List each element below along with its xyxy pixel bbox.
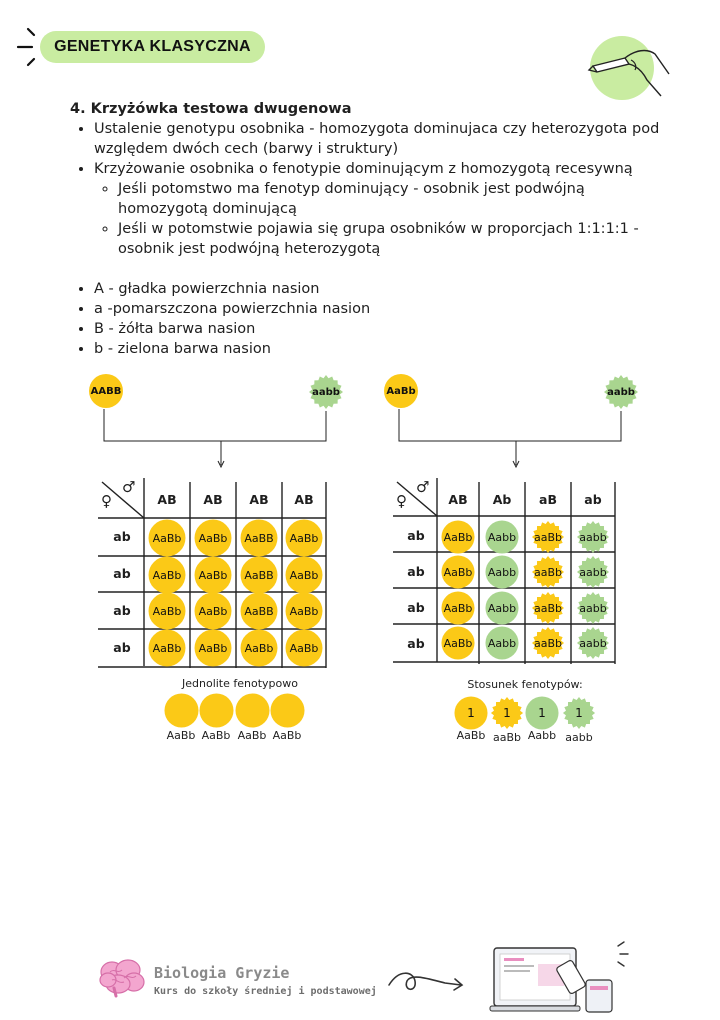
row-header: ab: [407, 528, 425, 543]
smooth-yellow-seed: [194, 592, 232, 630]
sub-bullet-item: ◦ Jeśli potomstwo ma fenotyp dominujący - osobnik jest podwójną homozygotą dominującą: [118, 179, 670, 219]
wrinkled-green-seed: [576, 591, 610, 625]
wrinkled-green-seed: [576, 520, 610, 554]
sparkle-icon: [14, 27, 40, 67]
allele-list: [70, 279, 670, 359]
smooth-yellow-seed: [148, 556, 186, 594]
summary-genotype-label: Aabb: [527, 729, 557, 742]
smooth-yellow-seed: [285, 592, 323, 630]
smooth-yellow-seed: [285, 629, 323, 667]
brain-logo-icon: [98, 958, 146, 998]
wrinkled-yellow-seed: [531, 520, 565, 554]
seed-shape: [235, 693, 270, 728]
summary-genotype-label: aaBb: [492, 731, 521, 744]
parent-genotype: aabb: [607, 386, 635, 398]
sub-bullet-item: ◦ Jeśli w potomstwie pojawia się grupa osobników w proporcjach 1:1:1:1 - osobnik jest podwójną heterozygotą: [118, 219, 670, 259]
seed-label: AaBb: [289, 604, 319, 618]
footer-tagline: Kurs do szkoły średniej i podstawowej: [154, 986, 377, 997]
parent-genotype: AaBb: [386, 385, 416, 397]
smooth-green-seed: [485, 555, 519, 589]
seed-label: aabb: [579, 601, 607, 615]
smooth-yellow-seed: [194, 629, 232, 667]
seed-label: aabb: [579, 565, 607, 579]
smooth-yellow-seed-summary: [199, 693, 234, 728]
col-header: Ab: [492, 492, 512, 507]
smooth-yellow-seed: [441, 591, 475, 625]
col-header: AB: [294, 492, 314, 507]
parent-genotype: AABB: [90, 385, 122, 397]
wrinkled-yellow-seed: [531, 555, 565, 589]
col-header: ab: [584, 492, 602, 507]
seed-shape: [164, 693, 199, 728]
seed-label: AaBb: [152, 531, 182, 545]
wrinkled-green-seed: [576, 555, 610, 589]
seed-label: AaBb: [198, 568, 228, 582]
devices-illustration: [488, 940, 638, 1016]
seed-label: 1: [538, 706, 546, 720]
seed-label: 1: [503, 706, 511, 720]
col-header: AB: [249, 492, 269, 507]
female-symbol: ♀: [396, 492, 407, 510]
seed-label: AaBb: [198, 641, 228, 655]
smooth-yellow-seed: [148, 592, 186, 630]
smooth-yellow-seed: [240, 556, 278, 594]
parent-genotype: aabb: [312, 386, 340, 398]
smooth-yellow-seed: [441, 626, 475, 660]
seed-label: AaBb: [198, 604, 228, 618]
seed-label: AaBB: [244, 604, 274, 618]
wrinkled-green-seed: [576, 626, 610, 660]
male-symbol: ♂: [122, 478, 136, 496]
smooth-yellow-seed: [240, 592, 278, 630]
row-header: ab: [407, 600, 425, 615]
seed-label: aabb: [579, 636, 607, 650]
right-caption: Stosunek fenotypów:: [467, 678, 583, 691]
smooth-yellow-seed: [148, 629, 186, 667]
allele-item: • b - zielona barwa nasion: [94, 339, 670, 359]
smooth-yellow-seed-ratio: [454, 696, 488, 730]
seed-label: AaBb: [152, 604, 182, 618]
section-heading: 4. Krzyżówka testowa dwugenowa: [70, 101, 352, 117]
summary-genotype-label: AaBb: [456, 729, 486, 742]
wrinkled-green-seed-ratio: [562, 696, 596, 730]
parent-circle: [89, 374, 123, 408]
row-header: ab: [407, 564, 425, 579]
parent-circle: [384, 374, 418, 408]
smooth-yellow-seed: [148, 519, 186, 557]
left-caption: Jednolite fenotypowo: [182, 677, 298, 690]
seed-label: AaBB: [244, 568, 274, 582]
col-header: AB: [448, 492, 468, 507]
smooth-yellow-seed: [285, 556, 323, 594]
seed-label: AaBb: [152, 568, 182, 582]
row-header: ab: [113, 603, 131, 618]
cross-connector: [90, 405, 340, 475]
seed-label: AaBb: [152, 641, 182, 655]
smooth-yellow-seed: [194, 556, 232, 594]
smooth-yellow-seed: [240, 629, 278, 667]
curvy-arrow-icon: [385, 965, 467, 1001]
bullet-text: Krzyżowanie osobnika o fenotypie dominującym z homozygotą recesywną: [94, 161, 633, 177]
col-header: AB: [203, 492, 223, 507]
seed-label: AaBb: [289, 641, 319, 655]
page-title: GENETYKA KLASYCZNA: [40, 31, 265, 63]
seed-label: Aabb: [487, 601, 517, 615]
bullet-item: [94, 159, 670, 259]
bullet-list: [70, 119, 670, 259]
seed-label: AaBb: [289, 531, 319, 545]
writing-hand-icon: [585, 36, 675, 106]
seed-label: AaBB: [244, 531, 274, 545]
wrinkled-yellow-seed: [531, 626, 565, 660]
smooth-yellow-seed-summary: [235, 693, 270, 728]
smooth-yellow-seed: [240, 519, 278, 557]
summary-genotype-label: aabb: [565, 731, 593, 744]
smooth-green-seed: [485, 520, 519, 554]
seed-label: 1: [575, 706, 583, 720]
male-symbol: ♂: [416, 478, 430, 496]
smooth-yellow-seed-summary: [164, 693, 199, 728]
seed-label: aaBb: [533, 636, 562, 650]
seed-label: aaBb: [533, 601, 562, 615]
section-content: [70, 99, 670, 359]
allele-item: • A - gładka powierzchnia nasion: [94, 279, 670, 299]
female-symbol: ♀: [101, 492, 112, 510]
sub-bullet-list: [94, 179, 670, 259]
allele-item: • B - żółta barwa nasion: [94, 319, 670, 339]
row-header: ab: [113, 640, 131, 655]
seed-label: AaBb: [443, 530, 473, 544]
smooth-yellow-seed-summary: [270, 693, 305, 728]
seed-label: 1: [467, 706, 475, 720]
smooth-yellow-seed: [285, 519, 323, 557]
smooth-green-seed: [485, 626, 519, 660]
seed-label: AaBb: [443, 601, 473, 615]
seed-label: AaBb: [289, 568, 319, 582]
seed-label: AaBb: [198, 531, 228, 545]
smooth-green-seed: [485, 591, 519, 625]
allele-item: • a -pomarszczona powierzchnia nasion: [94, 299, 670, 319]
row-header: ab: [407, 636, 425, 651]
summary-genotype-label: AaBb: [237, 729, 267, 742]
seed-label: Aabb: [487, 636, 517, 650]
seed-label: AaBb: [244, 641, 274, 655]
smooth-green-seed-ratio: [525, 696, 559, 730]
cross-connector: [385, 405, 635, 475]
bullet-item: • Ustalenie genotypu osobnika - homozygota dominujaca czy heterozygota pod względem dwóch cech (barwy i struktury): [94, 119, 670, 159]
seed-label: Aabb: [487, 530, 517, 544]
summary-genotype-label: AaBb: [272, 729, 302, 742]
seed-label: aaBb: [533, 530, 562, 544]
seed-label: AaBb: [443, 636, 473, 650]
row-header: ab: [113, 566, 131, 581]
seed-shape: [199, 693, 234, 728]
col-header: aB: [539, 492, 557, 507]
seed-label: AaBb: [443, 565, 473, 579]
footer-brand: Biologia Gryzie: [154, 964, 290, 982]
seed-label: aabb: [579, 530, 607, 544]
summary-genotype-label: AaBb: [166, 729, 196, 742]
smooth-yellow-seed: [441, 520, 475, 554]
seed-label: aaBb: [533, 565, 562, 579]
col-header: AB: [157, 492, 177, 507]
seed-shape: [270, 693, 305, 728]
smooth-yellow-seed: [441, 555, 475, 589]
wrinkled-yellow-seed-ratio: [490, 696, 524, 730]
summary-genotype-label: AaBb: [201, 729, 231, 742]
row-header: ab: [113, 529, 131, 544]
smooth-yellow-seed: [194, 519, 232, 557]
wrinkled-yellow-seed: [531, 591, 565, 625]
seed-label: Aabb: [487, 565, 517, 579]
